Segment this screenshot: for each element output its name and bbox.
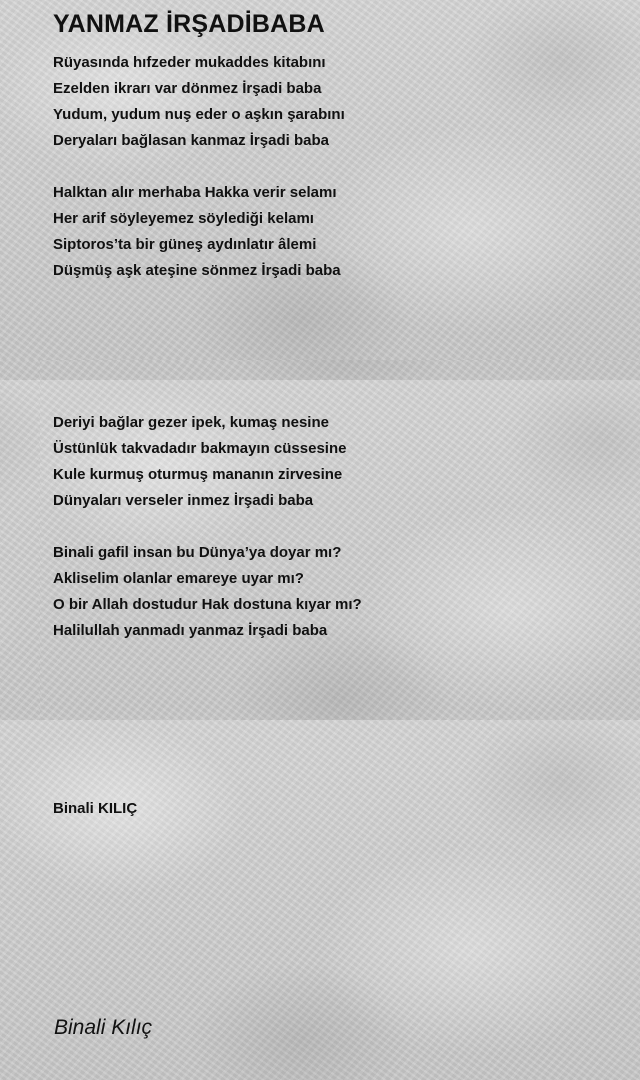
poem-line: Kule kurmuş oturmuş mananın zirvesine: [53, 466, 343, 483]
poem-panel-2: [0, 360, 640, 720]
poem-line: Deryaları bağlasan kanmaz İrşadi baba: [53, 132, 329, 149]
poem-line: Halilullah yanmadı yanmaz İrşadi baba: [53, 622, 328, 639]
stanza-3: [53, 410, 346, 514]
poem-line: Halktan alır merhaba Hakka verir selamı: [53, 184, 337, 201]
poem-title: YANMAZ İRŞADİBABA: [53, 10, 325, 38]
poem-line: Ezelden ikrarı var dönmez İrşadi baba: [53, 80, 322, 97]
poem-line: Rüyasında hıfzeder mukaddes kitabını: [53, 54, 326, 71]
poem-line: Akliselim olanlar emareye uyar mı?: [53, 570, 304, 587]
poem-line: Her arif söyleyemez söylediği kelamı: [53, 210, 314, 227]
stanza-1: [53, 50, 345, 154]
poem-line: Deriyi bağlar gezer ipek, kumaş nesine: [53, 414, 329, 431]
author-signature: Binali Kılıç: [54, 1016, 153, 1039]
poem-panel-3: [0, 720, 640, 1080]
stanza-2: [53, 180, 341, 284]
poem-line: Yudum, yudum nuş eder o aşkın şarabını: [53, 106, 345, 123]
stanza-4: [53, 540, 362, 644]
poem-line: Siptoros’ta bir güneş aydınlatır âlemi: [53, 236, 317, 253]
poem-line: Üstünlük takvadadır bakmayın cüssesine: [53, 440, 347, 457]
author-name: Binali KILIÇ: [53, 800, 138, 817]
poem-panel-1: [0, 0, 640, 360]
poem-line: Binali gafil insan bu Dünya’ya doyar mı?: [53, 544, 342, 561]
poem-line: Düşmüş aşk ateşine sönmez İrşadi baba: [53, 262, 341, 279]
poem-line: Dünyaları verseler inmez İrşadi baba: [53, 492, 314, 509]
poem-line: O bir Allah dostudur Hak dostuna kıyar mı?: [53, 596, 362, 613]
